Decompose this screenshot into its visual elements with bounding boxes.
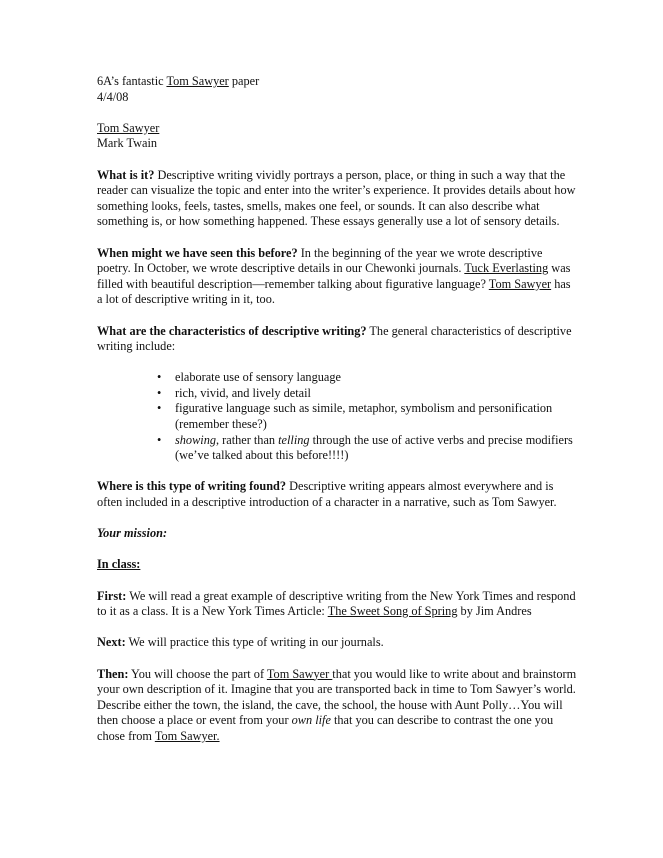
own-life-emphasis: own life [291, 713, 331, 728]
section-when-body1: In the beginning of the year we wrote descriptive poetry. In October, we wrote descriptive details in our Chewonki journals. [97, 245, 543, 276]
list-item-text: , rather than [216, 432, 279, 447]
section-characteristics-heading: What are the characteristics of descriptive writing? [97, 323, 367, 338]
title-suffix: paper [228, 74, 260, 88]
title-prefix: 6A’s fantastic [97, 74, 167, 88]
step-next [97, 635, 577, 651]
step-then-body1: You will choose the part of [128, 666, 267, 681]
step-next-label: Next: [97, 635, 126, 650]
step-first-body: We will read a great example of descriptive writing from the New York Times and respond to it as a class. It is a New York Times Article: [97, 588, 576, 619]
step-first [97, 589, 577, 620]
document-page [97, 74, 577, 745]
list-item [97, 386, 577, 402]
step-then [97, 667, 577, 745]
list-item-italic: showing [175, 432, 216, 447]
step-next-body: We will practice this type of writing in our journals. [125, 635, 384, 650]
paper-title [97, 74, 577, 90]
book-title: Tom Sawyer [97, 120, 160, 135]
section-where [97, 479, 577, 510]
list-item-italic: telling [278, 432, 310, 447]
step-first-label: First: [97, 588, 127, 603]
tom-sawyer-ref: Tom Sawyer [266, 666, 333, 681]
in-class-heading: In class: [97, 557, 141, 572]
paper-date: 4/4/08 [97, 89, 129, 104]
step-then-body2: that you would like to write about and brainstorm your own description of it. Imagine that you are transported back in time to Tom Sawyer’s world. Describe either the town, the island, the cave, the school, the house with Aunt Polly…You will then choose a place or event from your [97, 666, 577, 728]
list-item-text: figurative language such as simile, metaphor, symbolism and personification (remember these?) [175, 401, 553, 432]
section-what [97, 168, 577, 230]
section-where-body: Descriptive writing appears almost everywhere and is often included in a descriptive introduction of a character in a narrative, such as Tom Sawyer. [97, 479, 557, 510]
article-title: The Sweet Song of Spring [327, 604, 458, 619]
book-author: Mark Twain [97, 136, 158, 151]
article-byline: by Jim Andres [457, 604, 532, 619]
section-when-body3: has a lot of descriptive writing in it, too. [97, 276, 571, 307]
section-characteristics [97, 324, 577, 355]
list-item [97, 370, 577, 386]
section-what-body: Descriptive writing vividly portrays a person, place, or thing in such a way that the reader can visualize the topic and enter into the writer’s experience. It provides details about how something looks, feels, tastes, smells, makes one feel, or sounds. It can also describe what something is, or how something happened. These essays generally use a lot of sensory details. [97, 167, 576, 229]
list-item-text: rich, vivid, and lively detail [175, 385, 311, 400]
bullet-icon: • [157, 432, 162, 447]
section-when [97, 246, 577, 308]
step-then-label: Then: [97, 666, 129, 681]
list-item-text: elaborate use of sensory language [175, 370, 341, 385]
tuck-everlasting-ref: Tuck Everlasting [464, 261, 549, 276]
tom-sawyer-ref: Tom Sawyer. [154, 728, 220, 743]
list-item [97, 401, 577, 432]
characteristics-list [97, 370, 577, 464]
section-what-heading: What is it? [97, 167, 155, 182]
bullet-icon: • [157, 370, 162, 385]
section-when-body2: was filled with beautiful description—remember talking about figurative language? [97, 261, 571, 291]
list-item-text: through the use of active verbs and precise modifiers (we’ve talked about this before!!!!) [175, 432, 573, 463]
section-characteristics-body: The general characteristics of descriptive writing include: [97, 323, 572, 354]
section-when-heading: When might we have seen this before? [97, 245, 298, 260]
section-where-heading: Where is this type of writing found? [97, 479, 287, 494]
list-item [97, 433, 577, 464]
bullet-icon: • [157, 401, 162, 416]
tom-sawyer-ref: Tom Sawyer [488, 276, 552, 291]
step-then-body3: that you can describe to contrast the one you chose from [97, 713, 554, 743]
title-book-link: Tom Sawyer [166, 74, 229, 88]
mission-heading: Your mission: [97, 526, 168, 541]
bullet-icon: • [157, 385, 162, 400]
